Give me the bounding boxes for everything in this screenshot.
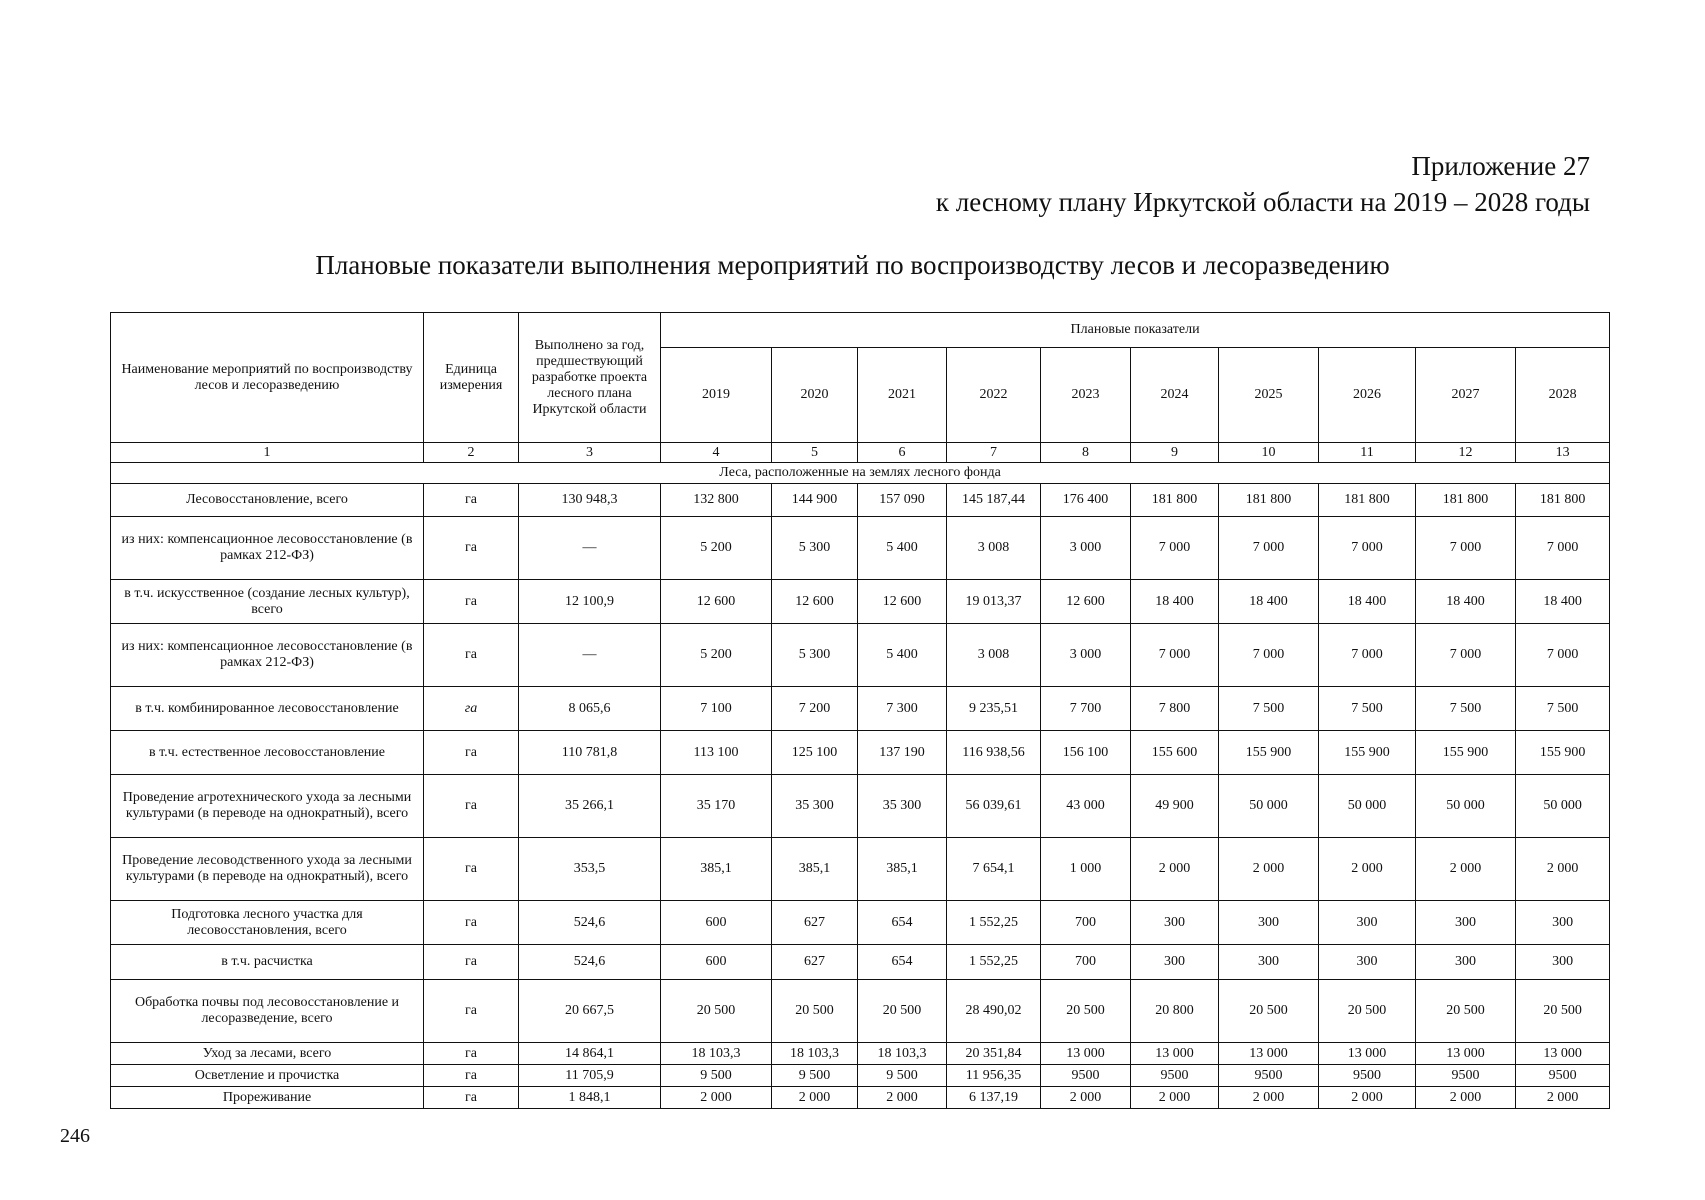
row-unit: га: [424, 624, 519, 687]
section-title: Леса, расположенные на землях лесного фонда: [111, 463, 1610, 484]
row-value: 2 000: [1416, 1087, 1516, 1109]
table-row: [111, 838, 1610, 901]
row-value: 176 400: [1041, 484, 1131, 517]
row-value: 20 800: [1131, 980, 1219, 1043]
row-value: 5 300: [772, 517, 858, 580]
row-value: 2 000: [661, 1087, 772, 1109]
row-value: 7 000: [1516, 624, 1610, 687]
row-value: 7 000: [1416, 624, 1516, 687]
row-value: 12 600: [858, 580, 947, 624]
row-value: 7 000: [1219, 624, 1319, 687]
row-unit: га: [424, 1065, 519, 1087]
row-value: 9500: [1416, 1065, 1516, 1087]
row-value: 155 600: [1131, 731, 1219, 775]
table-row: [111, 484, 1610, 517]
row-value: 1 552,25: [947, 945, 1041, 980]
row-value: 20 500: [1319, 980, 1416, 1043]
row-previous-value: 353,5: [519, 838, 661, 901]
row-value: 2 000: [1131, 1087, 1219, 1109]
row-value: 5 400: [858, 624, 947, 687]
row-unit: га: [424, 775, 519, 838]
row-value: 50 000: [1416, 775, 1516, 838]
column-number: 8: [1041, 443, 1131, 463]
document-title: Плановые показатели выполнения мероприятий по воспроизводству лесов и лесоразведению: [315, 250, 1390, 280]
column-numbers-row: [111, 443, 1610, 463]
table-row: [111, 1087, 1610, 1109]
row-value: 700: [1041, 945, 1131, 980]
header-year: 2027: [1416, 348, 1516, 443]
row-value: 19 013,37: [947, 580, 1041, 624]
table-row: [111, 1065, 1610, 1087]
row-value: 50 000: [1516, 775, 1610, 838]
row-value: 18 400: [1319, 580, 1416, 624]
row-previous-value: 524,6: [519, 901, 661, 945]
row-unit: га: [424, 580, 519, 624]
row-value: 13 000: [1319, 1043, 1416, 1065]
table-row: [111, 731, 1610, 775]
column-number: 2: [424, 443, 519, 463]
row-unit: га: [424, 901, 519, 945]
row-value: 9500: [1041, 1065, 1131, 1087]
row-value: 12 600: [772, 580, 858, 624]
row-name: Проведение лесоводственного ухода за лесными культурами (в переводе на однократный), всего: [111, 838, 424, 901]
row-unit: га: [424, 980, 519, 1043]
row-value: 600: [661, 901, 772, 945]
table-row: [111, 775, 1610, 838]
header-plan: Плановые показатели: [661, 313, 1610, 348]
row-value: 18 103,3: [858, 1043, 947, 1065]
row-value: 18 400: [1219, 580, 1319, 624]
row-value: 155 900: [1516, 731, 1610, 775]
row-name: из них: компенсационное лесовосстановление (в рамках 212-ФЗ): [111, 624, 424, 687]
row-value: 2 000: [1319, 838, 1416, 901]
row-value: 155 900: [1416, 731, 1516, 775]
row-previous-value: 110 781,8: [519, 731, 661, 775]
row-value: 181 800: [1131, 484, 1219, 517]
row-name: Обработка почвы под лесовосстановление и лесоразведение, всего: [111, 980, 424, 1043]
row-value: 2 000: [1131, 838, 1219, 901]
row-value: 9 500: [772, 1065, 858, 1087]
row-value: 2 000: [772, 1087, 858, 1109]
row-value: 9 500: [661, 1065, 772, 1087]
row-value: 9 235,51: [947, 687, 1041, 731]
row-value: 49 900: [1131, 775, 1219, 838]
row-value: 9500: [1516, 1065, 1610, 1087]
row-previous-value: 14 864,1: [519, 1043, 661, 1065]
section-row: [111, 463, 1610, 484]
header-year: 2024: [1131, 348, 1219, 443]
row-value: 7 000: [1131, 624, 1219, 687]
row-value: 43 000: [1041, 775, 1131, 838]
row-value: 9500: [1219, 1065, 1319, 1087]
row-value: 300: [1131, 901, 1219, 945]
row-value: 11 956,35: [947, 1065, 1041, 1087]
header-year: 2022: [947, 348, 1041, 443]
row-value: 5 400: [858, 517, 947, 580]
row-value: 2 000: [858, 1087, 947, 1109]
row-value: 1 000: [1041, 838, 1131, 901]
row-value: 385,1: [661, 838, 772, 901]
row-value: 3 008: [947, 517, 1041, 580]
row-value: 113 100: [661, 731, 772, 775]
row-value: 7 654,1: [947, 838, 1041, 901]
row-unit: га: [424, 945, 519, 980]
row-value: 56 039,61: [947, 775, 1041, 838]
row-value: 627: [772, 901, 858, 945]
row-value: 12 600: [661, 580, 772, 624]
row-value: 3 000: [1041, 624, 1131, 687]
header-year: 2023: [1041, 348, 1131, 443]
column-number: 9: [1131, 443, 1219, 463]
row-value: 2 000: [1319, 1087, 1416, 1109]
row-value: 7 500: [1219, 687, 1319, 731]
row-unit: га: [424, 838, 519, 901]
row-unit: га: [424, 517, 519, 580]
row-value: 7 100: [661, 687, 772, 731]
row-value: 700: [1041, 901, 1131, 945]
header-year: 2019: [661, 348, 772, 443]
row-value: 300: [1131, 945, 1219, 980]
row-value: 7 800: [1131, 687, 1219, 731]
row-name: Прореживание: [111, 1087, 424, 1109]
row-value: 181 800: [1516, 484, 1610, 517]
row-value: 5 200: [661, 517, 772, 580]
row-name: Подготовка лесного участка для лесовосстановления, всего: [111, 901, 424, 945]
table-row: [111, 980, 1610, 1043]
row-value: 300: [1516, 945, 1610, 980]
row-value: 181 800: [1416, 484, 1516, 517]
row-value: 2 000: [1219, 1087, 1319, 1109]
row-value: 18 400: [1416, 580, 1516, 624]
header-year: 2020: [772, 348, 858, 443]
row-value: 7 500: [1319, 687, 1416, 731]
row-value: 18 400: [1516, 580, 1610, 624]
row-value: 7 000: [1319, 517, 1416, 580]
header-previous-year: Выполнено за год, предшествующий разработке проекта лесного плана Иркутской области: [519, 313, 661, 443]
row-value: 144 900: [772, 484, 858, 517]
row-value: 35 170: [661, 775, 772, 838]
row-value: 137 190: [858, 731, 947, 775]
row-value: 7 300: [858, 687, 947, 731]
row-value: 300: [1416, 901, 1516, 945]
row-value: 50 000: [1219, 775, 1319, 838]
row-value: 3 000: [1041, 517, 1131, 580]
indicators-table: [110, 312, 1610, 1109]
row-value: 132 800: [661, 484, 772, 517]
row-name: в т.ч. комбинированное лесовосстановление: [111, 687, 424, 731]
row-value: 12 600: [1041, 580, 1131, 624]
column-number: 7: [947, 443, 1041, 463]
row-value: 155 900: [1319, 731, 1416, 775]
row-value: 20 500: [858, 980, 947, 1043]
column-number: 13: [1516, 443, 1610, 463]
row-value: 9 500: [858, 1065, 947, 1087]
row-value: 2 000: [1516, 1087, 1610, 1109]
row-value: 654: [858, 945, 947, 980]
column-number: 4: [661, 443, 772, 463]
row-value: 155 900: [1219, 731, 1319, 775]
row-value: 18 103,3: [772, 1043, 858, 1065]
row-previous-value: 130 948,3: [519, 484, 661, 517]
table-row: [111, 517, 1610, 580]
header-year: 2026: [1319, 348, 1416, 443]
row-value: 385,1: [858, 838, 947, 901]
table-row: [111, 687, 1610, 731]
row-value: 7 200: [772, 687, 858, 731]
row-value: 7 500: [1416, 687, 1516, 731]
row-value: 13 000: [1219, 1043, 1319, 1065]
row-previous-value: 12 100,9: [519, 580, 661, 624]
row-value: 300: [1319, 901, 1416, 945]
column-number: 3: [519, 443, 661, 463]
row-value: 9500: [1131, 1065, 1219, 1087]
row-value: 35 300: [858, 775, 947, 838]
row-previous-value: 8 065,6: [519, 687, 661, 731]
row-value: 145 187,44: [947, 484, 1041, 517]
row-name: Осветление и прочистка: [111, 1065, 424, 1087]
row-unit: га: [424, 687, 519, 731]
row-value: 385,1: [772, 838, 858, 901]
row-previous-value: —: [519, 517, 661, 580]
row-name: в т.ч. искусственное (создание лесных культур), всего: [111, 580, 424, 624]
header-year: 2021: [858, 348, 947, 443]
row-value: 600: [661, 945, 772, 980]
annex-reference: к лесному плану Иркутской области на 2019 – 2028 годы: [935, 187, 1590, 217]
row-value: 7 500: [1516, 687, 1610, 731]
page-number: 246: [60, 1125, 90, 1147]
row-name: в т.ч. естественное лесовосстановление: [111, 731, 424, 775]
row-value: 28 490,02: [947, 980, 1041, 1043]
header-year: 2025: [1219, 348, 1319, 443]
row-name: Проведение агротехнического ухода за лесными культурами (в переводе на однократный), всего: [111, 775, 424, 838]
row-value: 13 000: [1131, 1043, 1219, 1065]
row-value: 627: [772, 945, 858, 980]
row-value: 300: [1516, 901, 1610, 945]
row-value: 7 000: [1219, 517, 1319, 580]
row-value: 157 090: [858, 484, 947, 517]
row-previous-value: 524,6: [519, 945, 661, 980]
row-previous-value: —: [519, 624, 661, 687]
table-row: [111, 901, 1610, 945]
row-value: 181 800: [1219, 484, 1319, 517]
row-value: 9500: [1319, 1065, 1416, 1087]
row-value: 35 300: [772, 775, 858, 838]
table-row: [111, 945, 1610, 980]
column-number: 11: [1319, 443, 1416, 463]
row-value: 20 500: [1219, 980, 1319, 1043]
row-value: 2 000: [1416, 838, 1516, 901]
row-value: 20 500: [1416, 980, 1516, 1043]
column-number: 10: [1219, 443, 1319, 463]
annex-number: Приложение 27: [1411, 151, 1590, 181]
row-value: 50 000: [1319, 775, 1416, 838]
row-unit: га: [424, 484, 519, 517]
row-value: 2 000: [1516, 838, 1610, 901]
row-value: 13 000: [1516, 1043, 1610, 1065]
row-value: 7 000: [1416, 517, 1516, 580]
row-value: 7 000: [1516, 517, 1610, 580]
row-value: 654: [858, 901, 947, 945]
row-value: 20 500: [772, 980, 858, 1043]
column-number: 1: [111, 443, 424, 463]
row-value: 125 100: [772, 731, 858, 775]
row-name: в т.ч. расчистка: [111, 945, 424, 980]
row-value: 116 938,56: [947, 731, 1041, 775]
row-value: 5 200: [661, 624, 772, 687]
row-previous-value: 11 705,9: [519, 1065, 661, 1087]
row-unit: га: [424, 731, 519, 775]
annex-heading: [936, 148, 1590, 220]
row-value: 7 700: [1041, 687, 1131, 731]
row-value: 18 103,3: [661, 1043, 772, 1065]
header-unit: Единица измерения: [424, 313, 519, 443]
row-previous-value: 35 266,1: [519, 775, 661, 838]
row-value: 300: [1416, 945, 1516, 980]
row-value: 20 500: [661, 980, 772, 1043]
row-value: 20 351,84: [947, 1043, 1041, 1065]
column-number: 5: [772, 443, 858, 463]
row-unit: га: [424, 1087, 519, 1109]
column-number: 6: [858, 443, 947, 463]
row-value: 2 000: [1041, 1087, 1131, 1109]
row-value: 3 008: [947, 624, 1041, 687]
row-value: 20 500: [1041, 980, 1131, 1043]
row-value: 181 800: [1319, 484, 1416, 517]
row-name: Лесовосстановление, всего: [111, 484, 424, 517]
row-value: 156 100: [1041, 731, 1131, 775]
row-value: 300: [1319, 945, 1416, 980]
column-number: 12: [1416, 443, 1516, 463]
table-row: [111, 624, 1610, 687]
row-value: 5 300: [772, 624, 858, 687]
row-value: 1 552,25: [947, 901, 1041, 945]
row-value: 300: [1219, 945, 1319, 980]
row-value: 300: [1219, 901, 1319, 945]
row-value: 2 000: [1219, 838, 1319, 901]
row-value: 7 000: [1131, 517, 1219, 580]
header-name: Наименование мероприятий по воспроизводству лесов и лесоразведению: [111, 313, 424, 443]
row-value: 6 137,19: [947, 1087, 1041, 1109]
header-year: 2028: [1516, 348, 1610, 443]
row-name: из них: компенсационное лесовосстановление (в рамках 212-ФЗ): [111, 517, 424, 580]
row-value: 20 500: [1516, 980, 1610, 1043]
row-value: 7 000: [1319, 624, 1416, 687]
table-row: [111, 580, 1610, 624]
row-value: 18 400: [1131, 580, 1219, 624]
row-value: 13 000: [1041, 1043, 1131, 1065]
row-previous-value: 20 667,5: [519, 980, 661, 1043]
row-previous-value: 1 848,1: [519, 1087, 661, 1109]
row-unit: га: [424, 1043, 519, 1065]
table-row: [111, 1043, 1610, 1065]
row-value: 13 000: [1416, 1043, 1516, 1065]
row-name: Уход за лесами, всего: [111, 1043, 424, 1065]
